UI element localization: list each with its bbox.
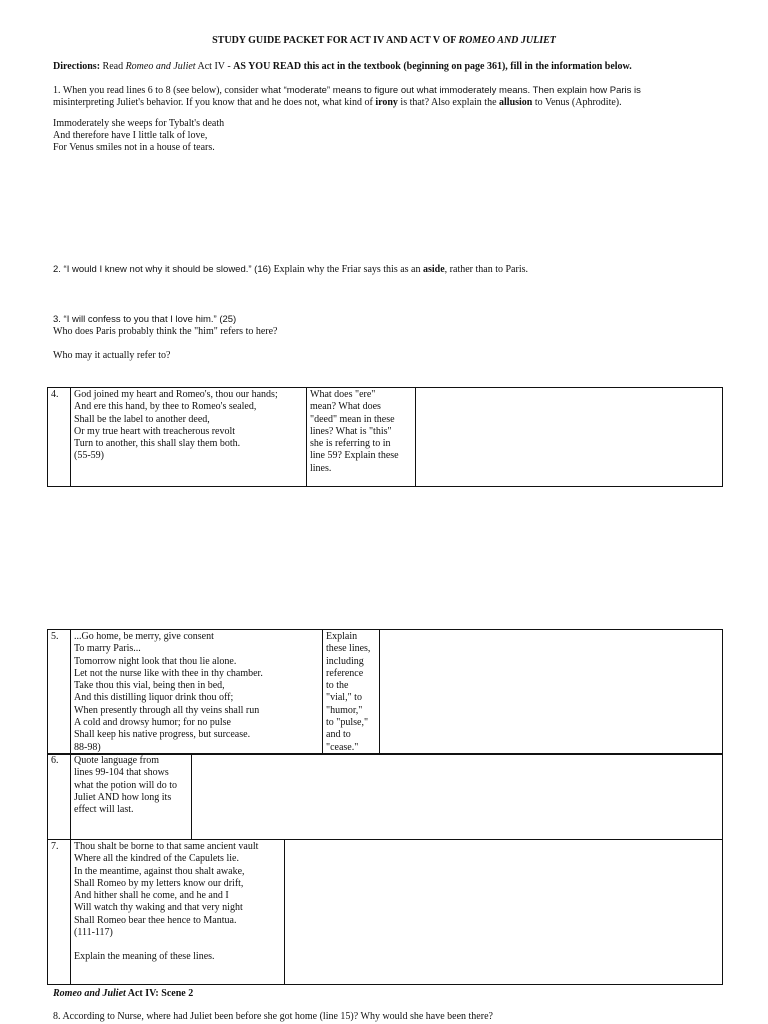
- passage-line: A cold and drowsy humor; for no pulse: [74, 717, 231, 729]
- q1-text-b: at “moderate” means to figure out what immoderately means. Then explain how Paris is: [273, 85, 641, 96]
- q5-table: [47, 629, 723, 755]
- q1-text-d: is that? Also explain the: [397, 97, 500, 108]
- passage-line: And ere this hand, by thee to Romeo's sealed,: [74, 401, 257, 413]
- prompt-line: to the: [326, 680, 349, 692]
- prompt-line: these lines,: [326, 643, 371, 655]
- passage-line: And hither shall he come, and he and I: [74, 890, 229, 902]
- passage-line: 88-98): [74, 741, 101, 753]
- prompt-line: lines.: [310, 462, 332, 474]
- prompt-line: mean? What does: [310, 401, 381, 413]
- passage-line: Shall Romeo by my letters know our drift,: [74, 877, 244, 889]
- passage-line: (55-59): [74, 450, 104, 462]
- title-play: ROMEO AND JULIET: [458, 35, 556, 46]
- q7-prompt: Explain the meaning of these lines.: [74, 951, 215, 963]
- q1-text-e: to Venus (Aphrodite).: [532, 97, 622, 108]
- page-title: [0, 35, 768, 47]
- passage-line: God joined my heart and Romeo's, thou our hands;: [74, 389, 278, 400]
- prompt-line: "deed" mean in these: [310, 413, 395, 425]
- passage-line: Shall Romeo bear thee hence to Mantua.: [74, 914, 237, 926]
- q1-text-a: 1. When you read lines 6 to 8 (see below), consider wh: [53, 85, 274, 96]
- quote-line: Immoderately she weeps for Tybalt's death: [53, 118, 225, 129]
- q4-answer-box[interactable]: [416, 388, 723, 487]
- q7-number: 7.: [48, 840, 71, 985]
- prompt-line: Explain: [326, 631, 358, 642]
- passage-line: Take thou this vial, being then in bed,: [74, 680, 225, 692]
- q4-passage: [71, 388, 307, 487]
- prompt-line: lines? What is "this": [310, 425, 392, 437]
- passage-line: To marry Paris...: [74, 643, 141, 655]
- q4-table: [47, 387, 723, 487]
- q1-text-c: misinterpreting Juliet's behavior. If you know that and he does not, what kind of: [53, 97, 376, 108]
- prompt-line: effect will last.: [74, 804, 134, 816]
- q4-number: 4.: [48, 388, 71, 487]
- passage-line: Let not the nurse like with thee in thy chamber.: [74, 667, 263, 679]
- q4-prompt: [307, 388, 416, 487]
- prompt-line: "cease.": [326, 741, 359, 753]
- q2: [53, 264, 528, 276]
- passage-line: ...Go home, be merry, give consent: [74, 631, 214, 642]
- q7-answer-box[interactable]: [285, 840, 723, 985]
- prompt-line: line 59? Explain these: [310, 450, 399, 462]
- q3-line3: Who may it actually refer to?: [53, 350, 171, 361]
- prompt-line: Juliet AND how long its: [74, 791, 172, 803]
- q3-quote: [53, 314, 236, 326]
- prompt-line: reference: [326, 667, 364, 679]
- q1-line2: [53, 97, 622, 109]
- passage-line: Thou shalt be borne to that same ancient vault: [74, 841, 259, 852]
- q6-answer-box[interactable]: [192, 754, 723, 840]
- directions-label: Directions:: [53, 61, 101, 72]
- directions: [53, 61, 632, 73]
- q8: 8. According to Nurse, where had Juliet been before she got home (line 15)? Why would she have been there?: [53, 1011, 493, 1022]
- prompt-line: "humor,": [326, 704, 363, 716]
- prompt-line: lines 99-104 that shows: [74, 767, 169, 779]
- q3-quote-text: 3. “I will confess to you that I love him.” (25): [53, 314, 237, 325]
- q5-answer-box[interactable]: [380, 630, 723, 755]
- prompt-line: including: [326, 655, 364, 667]
- passage-line: Turn to another, this shall slay them both.: [74, 438, 241, 450]
- passage-line: Shall be the label to another deed,: [74, 413, 210, 425]
- q1-allusion: allusion: [499, 97, 533, 108]
- prompt-line: and to: [326, 729, 351, 741]
- passage-line: Will watch thy waking and that very night: [74, 902, 243, 914]
- prompt-line: to "pulse,": [326, 717, 369, 729]
- q3-line2: Who does Paris probably think the "him" refers to here?: [53, 326, 278, 337]
- q7-passage: [71, 840, 285, 985]
- q5-passage: [71, 630, 323, 755]
- q6-number: 6.: [48, 754, 71, 840]
- passage-line: Shall keep his native progress, but surcease.: [74, 729, 251, 741]
- passage-line: Tomorrow night look that thou lie alone.: [74, 655, 237, 667]
- scene-heading: [53, 988, 193, 1000]
- quote-line: And therefore have I little talk of love,: [53, 130, 208, 141]
- q7-table: [47, 839, 723, 985]
- scene-play-title: Romeo and Juliet: [53, 988, 126, 999]
- directions-text: Read: [100, 61, 126, 72]
- prompt-line: she is referring to in: [310, 438, 391, 450]
- passage-line: Or my true heart with treacherous revolt: [74, 425, 236, 437]
- q2-text-2: , rather than to Paris.: [444, 264, 528, 275]
- scene-label: Act IV: Scene 2: [125, 988, 194, 999]
- directions-book: Romeo and Juliet: [125, 61, 196, 72]
- q2-quote: 2. “I would I knew not why it should be slowed.” (16): [53, 264, 272, 275]
- passage-line: In the meantime, against thou shalt awake,: [74, 865, 245, 877]
- q1-quote: [53, 118, 224, 154]
- q5-prompt: [323, 630, 380, 755]
- prompt-line: "vial," to: [326, 692, 362, 704]
- q1-line1: [53, 85, 641, 97]
- title-main: STUDY GUIDE PACKET FOR ACT IV AND ACT V OF: [212, 35, 456, 46]
- q6-prompt: [71, 754, 192, 840]
- q5-number: 5.: [48, 630, 71, 755]
- directions-bold: AS YOU READ this act in the textbook (beginning on page 361), fill in the information below.: [233, 61, 632, 72]
- passage-line: And this distilling liquor drink thou off;: [74, 692, 234, 704]
- q1-irony: irony: [375, 97, 398, 108]
- q2-text: Explain why the Friar says this as an: [271, 264, 423, 275]
- passage-line: (111-117): [74, 927, 113, 939]
- prompt-line: Quote language from: [74, 755, 159, 766]
- passage-line: Where all the kindred of the Capulets lie.: [74, 853, 239, 865]
- q6-table: [47, 753, 723, 840]
- directions-text-2: Act IV -: [195, 61, 234, 72]
- prompt-line: what the potion will do to: [74, 779, 178, 791]
- quote-line: For Venus smiles not in a house of tears.: [53, 142, 215, 153]
- passage-line: When presently through all thy veins shall run: [74, 704, 260, 716]
- q2-aside: aside: [423, 264, 445, 275]
- prompt-line: What does "ere": [310, 389, 376, 400]
